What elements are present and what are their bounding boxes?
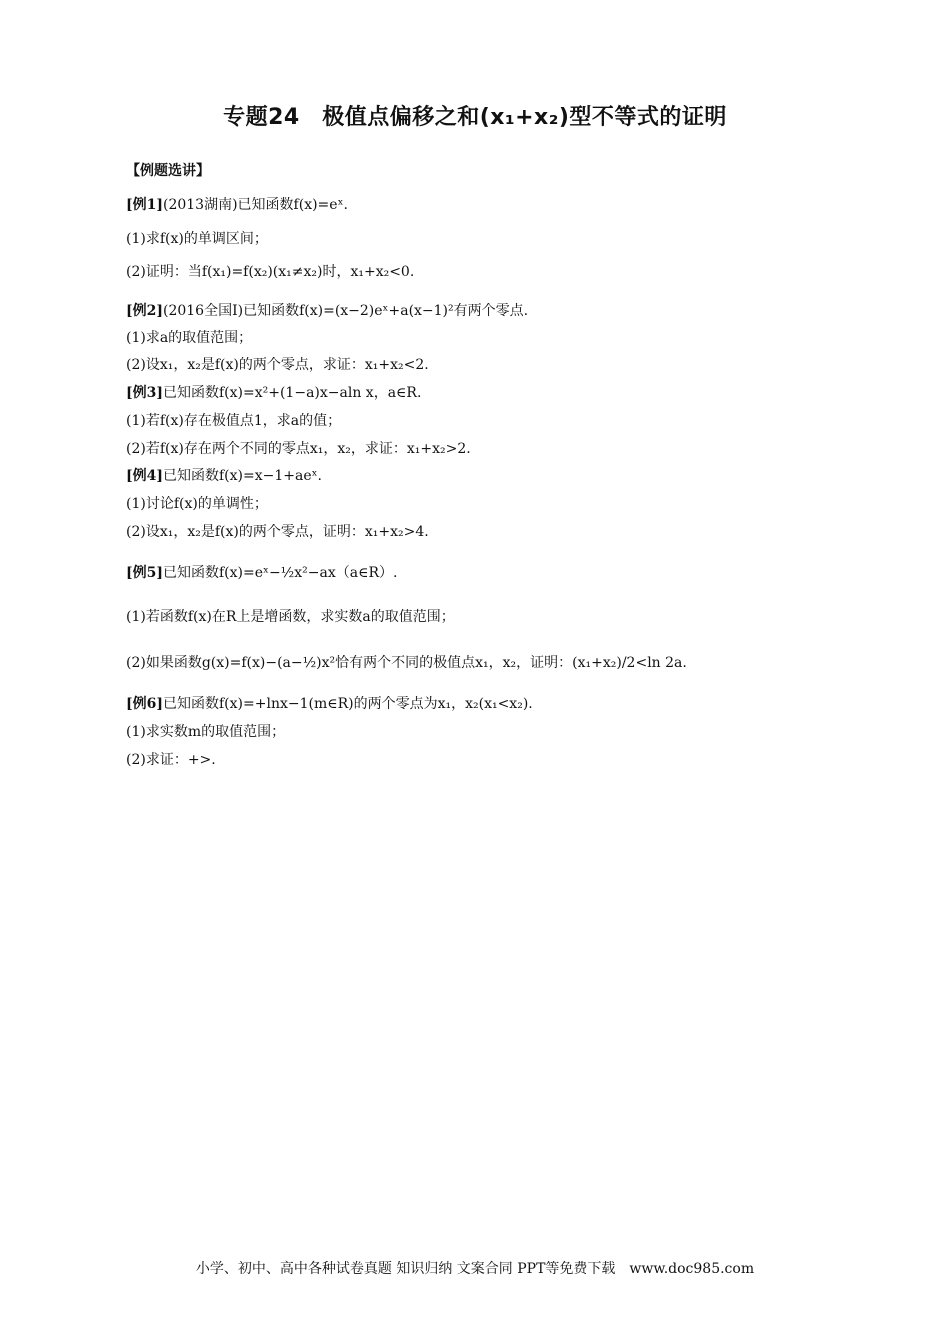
document-title: 专题24 极值点偏移之和(x₁+x₂)型不等式的证明	[223, 105, 727, 130]
problem-3-label: [例3]	[126, 385, 163, 401]
problem-5-part-1: (1)若函数f(x)在R上是增函数，求实数a的取值范围；	[126, 609, 455, 625]
problem-6-part-1: (1)求实数m的取值范围；	[126, 724, 286, 740]
problem-1-part-2: (2)证明：当f(x₁)=f(x₂)(x₁≠x₂)时，x₁+x₂<0.	[126, 264, 415, 280]
problem-2-label: [例2]	[126, 303, 163, 319]
problem-5-part-2: (2)如果函数g(x)=f(x)−(a−½)x²恰有两个不同的极值点x₁，x₂，证明：(x₁+x₂)/2<ln 2a.	[126, 655, 687, 671]
problem-6-part-2: (2)求证：+>.	[126, 752, 216, 768]
problem-1-stem: (2013湖南)已知函数f(x)=eˣ.	[163, 197, 348, 213]
page-footer: 小学、初中、高中各种试卷真题 知识归纳 文案合同 PPT等免费下载 www.doc985.com	[195, 1261, 755, 1277]
problem-6-stem-line	[126, 694, 533, 714]
problem-4-stem: 已知函数f(x)=x−1+aeˣ.	[163, 468, 323, 484]
problem-6-stem: 已知函数f(x)=+lnx−1(m∈R)的两个零点为x₁，x₂(x₁<x₂).	[163, 696, 533, 712]
problem-5-stem: 已知函数f(x)=eˣ−½x²−ax（a∈R）.	[163, 565, 398, 581]
problem-2-stem: (2016全国I)已知函数f(x)=(x−2)eˣ+a(x−1)²有两个零点.	[163, 303, 529, 319]
problem-4-label: [例4]	[126, 468, 163, 484]
problem-4-part-1: (1)讨论f(x)的单调性；	[126, 496, 268, 512]
problem-6-label: [例6]	[126, 696, 163, 712]
problem-1-part-1: (1)求f(x)的单调区间；	[126, 231, 268, 247]
problem-2-part-1: (1)求a的取值范围；	[126, 330, 253, 346]
problem-3-stem-line	[126, 383, 421, 403]
problem-2-part-2: (2)设x₁，x₂是f(x)的两个零点，求证：x₁+x₂<2.	[126, 357, 429, 373]
problem-4-stem-line	[126, 466, 322, 486]
problem-3-stem: 已知函数f(x)=x²+(1−a)x−aln x，a∈R.	[163, 385, 422, 401]
problem-3-part-1: (1)若f(x)存在极值点1，求a的值；	[126, 413, 342, 429]
problem-1-label: [例1]	[126, 197, 163, 213]
problem-3-part-2: (2)若f(x)存在两个不同的零点x₁，x₂，求证：x₁+x₂>2.	[126, 441, 471, 457]
problem-5-label: [例5]	[126, 565, 163, 581]
section-heading: 【例题选讲】	[126, 163, 210, 179]
problem-2-stem-line	[126, 301, 528, 321]
problem-1-stem-line	[126, 195, 348, 215]
problem-5-stem-line	[126, 563, 397, 583]
problem-4-part-2: (2)设x₁，x₂是f(x)的两个零点，证明：x₁+x₂>4.	[126, 524, 429, 540]
